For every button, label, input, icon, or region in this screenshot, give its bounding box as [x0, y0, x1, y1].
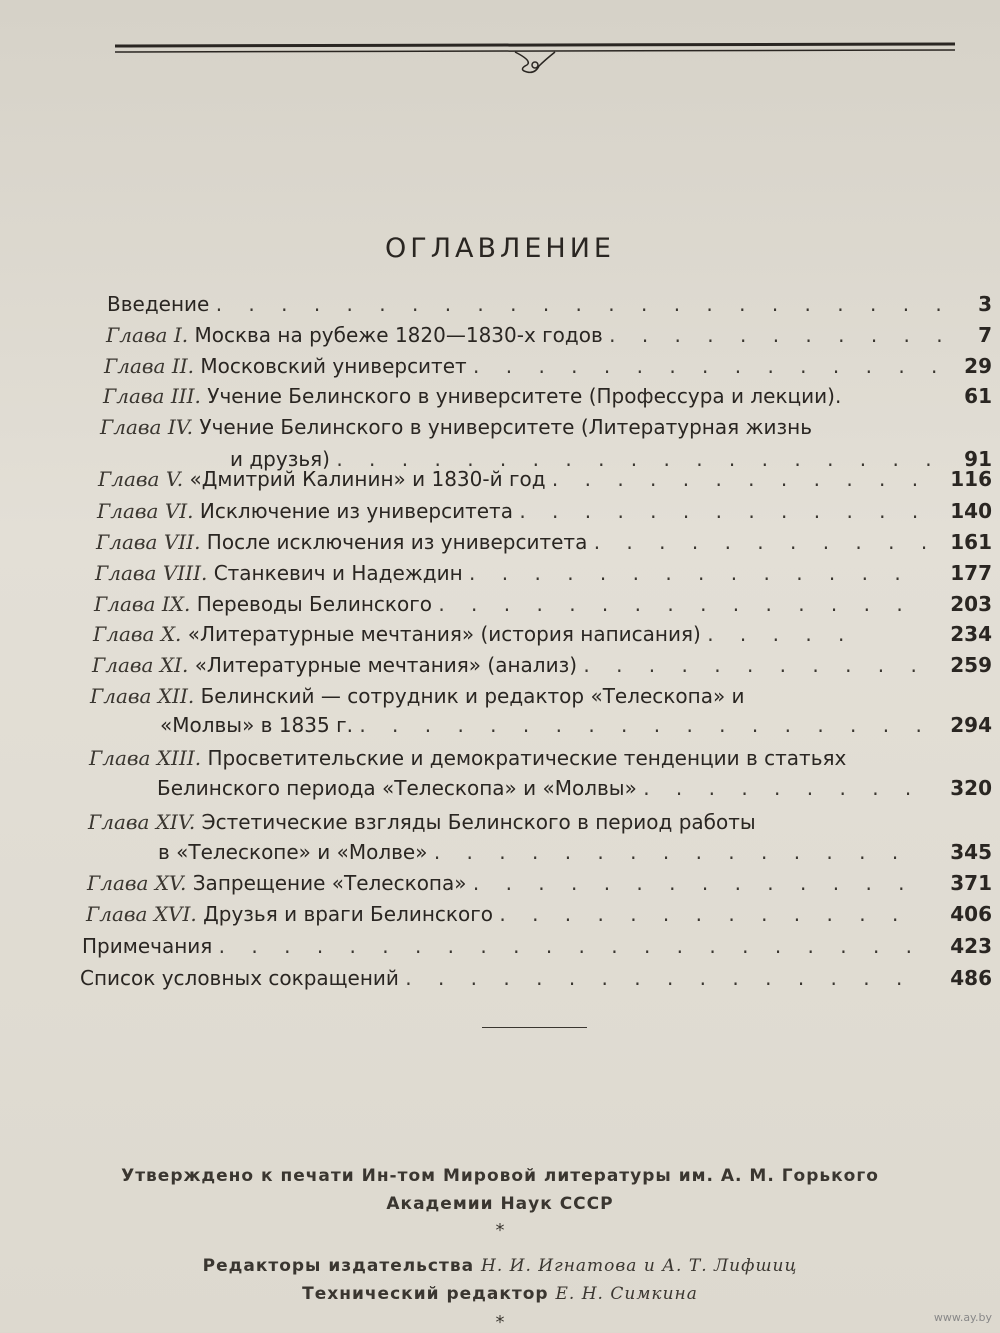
chapter-title: Москва на рубеже 1820—1830-х годов	[194, 323, 603, 347]
editors-prefix: Редакторы издательства	[202, 1256, 475, 1276]
editors-names: Н. И. Игнатова и А. Т. Лифшиц	[481, 1256, 798, 1276]
chapter-label: Глава II.	[104, 354, 194, 378]
leader-dots: . . . . . . . . . . . . .	[519, 499, 929, 523]
chapter-title: Белинский — сотрудник и редактор «Телескопа» и	[200, 684, 745, 708]
chapter-label: Глава III.	[103, 384, 201, 408]
chapter-title: Примечания	[82, 934, 213, 958]
page-number: 203	[950, 592, 992, 616]
chapter-label: Глава XIV.	[88, 810, 196, 834]
page-number: 259	[950, 653, 992, 677]
chapter-title: Просветительские и демократические тенденции в статьях	[207, 746, 847, 770]
page-number: 140	[950, 499, 992, 523]
chapter-title: Станкевич и Надеждин	[213, 561, 463, 585]
page-number: 116	[950, 467, 992, 491]
chapter-label: Глава VIII.	[95, 561, 208, 585]
chapter-title: Запрещение «Телескопа»	[192, 871, 467, 895]
page-number: 406	[950, 902, 992, 926]
page-number: 177	[950, 561, 992, 585]
leader-dots: . . . . . . . . . . . . . .	[472, 871, 915, 895]
page-number: 3	[978, 292, 992, 316]
watermark: www.ay.by	[933, 1311, 992, 1324]
colophon-academy: Академии Наук СССР	[386, 1194, 614, 1214]
leader-dots: . . . . . . . . . . . . . . .	[473, 354, 948, 378]
page-number: 161	[950, 530, 992, 554]
leader-dots: . . . . .	[707, 622, 855, 646]
page-number: 423	[950, 934, 992, 958]
page-number: 371	[950, 871, 992, 895]
chapter-label: Глава IX.	[94, 592, 191, 616]
chapter-title: Эстетические взгляды Белинского в период работы	[201, 810, 756, 834]
chapter-label: Глава XII.	[90, 684, 195, 708]
chapter-title: «Литературные мечтания» (анализ)	[194, 653, 578, 677]
decorative-rule-ornament	[115, 36, 955, 76]
chapter-title-continued: и друзья)	[230, 447, 330, 471]
page-title: ОГЛАВЛЕНИЕ	[385, 233, 615, 264]
leader-dots: . . . . . . . . . . . . . . . . . .	[359, 713, 932, 737]
chapter-title: «Литературные мечтания» (история написания)	[187, 622, 701, 646]
chapter-title-continued: Белинского периода «Телескопа» и «Молвы»	[157, 776, 637, 800]
leader-dots: . . . . . . . . . . . . . . . .	[405, 966, 913, 990]
chapter-title: Друзья и враги Белинского	[203, 902, 493, 926]
leader-dots: . . . . . . . . . . . . . . . . . . .	[336, 447, 942, 471]
chapter-title: Учение Белинского в университете (Профессура и лекции).	[207, 384, 842, 408]
page-number: 61	[964, 384, 992, 408]
chapter-label: Глава X.	[93, 622, 182, 646]
page-number: 345	[950, 840, 992, 864]
chapter-title-continued: в «Телескопе» и «Молве»	[158, 840, 428, 864]
leader-dots: . . . . . . . . . . . . . . . . . . . . . . .	[215, 292, 952, 316]
leader-dots: . . . . . . . . . . . . . .	[469, 561, 911, 585]
leader-dots: . . . . . . . . . . . . . . .	[438, 592, 913, 616]
page-number: 91	[964, 447, 992, 471]
tech-editor-prefix: Технический редактор	[302, 1284, 549, 1304]
chapter-title: Введение	[107, 292, 210, 316]
leader-dots: . . . . . . . . . . .	[609, 323, 953, 347]
tech-editor-name: Е. Н. Симкина	[555, 1284, 698, 1304]
page-number: 7	[978, 323, 992, 347]
page-number: 294	[950, 713, 992, 737]
chapter-title: После исключения из университета	[206, 530, 588, 554]
colophon-editors	[0, 1256, 1000, 1276]
chapter-title-continued: «Молвы» в 1835 г.	[160, 713, 353, 737]
chapter-label: Глава XIII.	[89, 746, 202, 770]
chapter-label: Глава V.	[98, 467, 184, 491]
chapter-label: Глава VII.	[96, 530, 201, 554]
colophon-approval: Утверждено к печати Ин-том Мировой литературы им. А. М. Горького	[121, 1166, 879, 1186]
divider	[482, 1027, 587, 1028]
chapter-label: Глава IV.	[100, 415, 194, 439]
chapter-title: «Дмитрий Калинин» и 1830-й год	[189, 467, 546, 491]
page-number: 320	[950, 776, 992, 800]
colophon-star: *	[495, 1220, 505, 1241]
leader-dots: . . . . . . . . . . . . . . . . . . . . . .	[218, 934, 923, 958]
colophon-star-bottom: *	[495, 1312, 505, 1333]
leader-dots: . . . . . . . . . . .	[583, 653, 927, 677]
chapter-label: Глава VI.	[97, 499, 194, 523]
leader-dots: . . . . . . . . .	[643, 776, 922, 800]
page-number: 29	[964, 354, 992, 378]
chapter-label: Глава I.	[106, 323, 189, 347]
leader-dots: . . . . . . . . . . . . . . .	[433, 840, 909, 864]
colophon-tech-editor	[0, 1284, 1000, 1304]
leader-dots: . . . . . . . . . . . . .	[499, 902, 909, 926]
chapter-label: Глава XVI.	[86, 902, 197, 926]
leader-dots: . . . . . . . . . . .	[593, 530, 938, 554]
page-number: 486	[950, 966, 992, 990]
chapter-title: Учение Белинского в университете (Литературная жизнь	[199, 415, 812, 439]
chapter-title: Переводы Белинского	[196, 592, 432, 616]
chapter-title: Список условных сокращений	[80, 966, 399, 990]
chapter-label: Глава XI.	[92, 653, 189, 677]
chapter-title: Московский университет	[200, 354, 467, 378]
chapter-label: Глава XV.	[87, 871, 187, 895]
leader-dots: . . . . . . . . . . . .	[551, 467, 929, 491]
page-number: 234	[950, 622, 992, 646]
chapter-title: Исключение из университета	[199, 499, 513, 523]
